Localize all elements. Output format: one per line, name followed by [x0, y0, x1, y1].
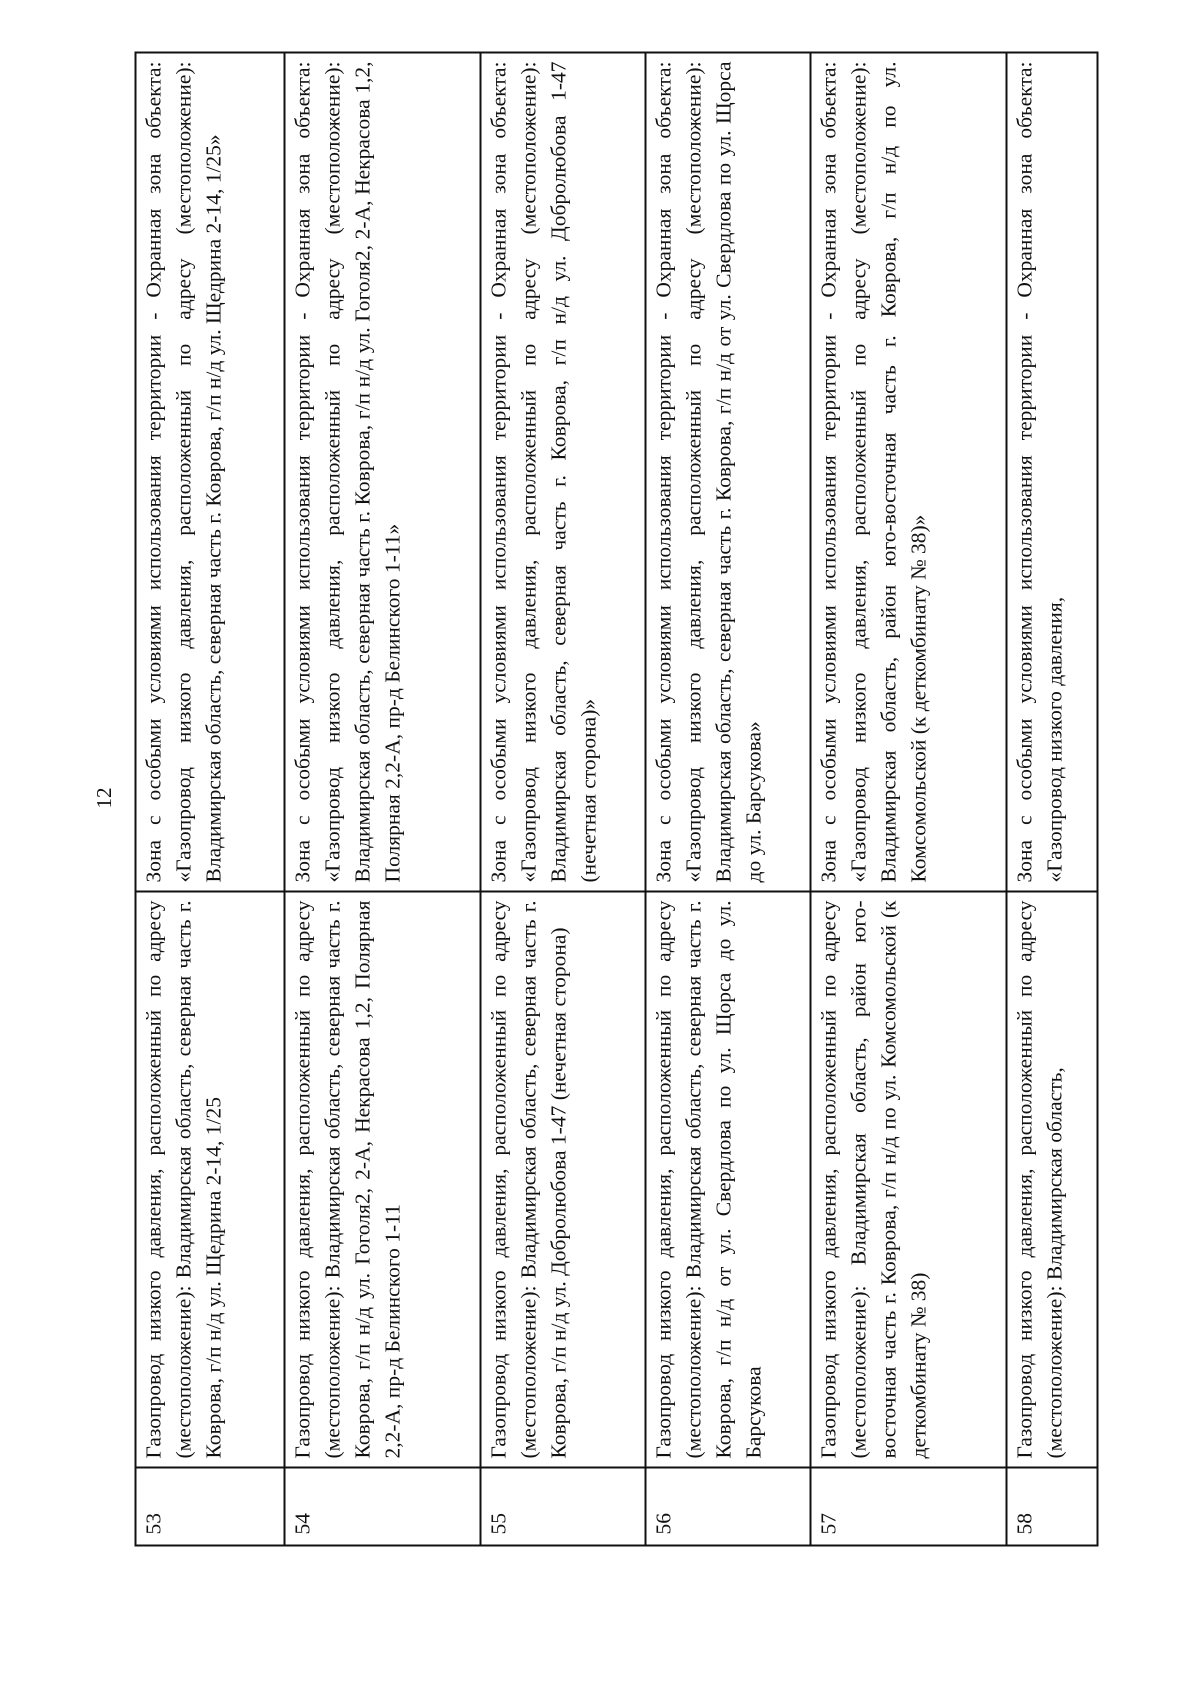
document-table-rotated	[135, 52, 1097, 1547]
table-row	[1007, 53, 1098, 1546]
page-number: 12	[91, 787, 116, 809]
row-number: 57	[811, 1468, 1007, 1546]
table-row	[811, 53, 1007, 1546]
table-row	[646, 53, 811, 1546]
object-description: Газопровод низкого давления, расположенный по адресу (местоположение): Владимирская область, северная часть г. Коврова, г/п н/д ул. Щедрина 2-14, 1/25	[136, 892, 285, 1468]
zone-description: Зона с особыми условиями использования территории - Охранная зона объекта: «Газопровод низкого давления, расположенный по адресу (местоположение): Владимирская область, северная часть г. Коврова, г/п н/д ул. Гоголя2, 2-А, Некрасова 1,2, Полярная 2,2-А, пр-д Белинского 1-11»	[285, 53, 481, 892]
object-description: Газопровод низкого давления, расположенный по адресу (местоположение): Владимирская область, северная часть г. Коврова, г/п н/д ул. Добролюбова 1-47 (нечетная сторона)	[481, 892, 646, 1468]
row-number: 54	[285, 1468, 481, 1546]
table-row	[285, 53, 481, 1546]
object-description: Газопровод низкого давления, расположенный по адресу (местоположение): Владимирская область,	[1007, 892, 1098, 1468]
zones-table	[135, 52, 1099, 1547]
zone-description: Зона с особыми условиями использования территории - Охранная зона объекта: «Газопровод низкого давления, расположенный по адресу (местоположение): Владимирская область, северная часть г. Коврова, г/п н/д ул. Добролюбова 1-47 (нечетная сторона)»	[481, 53, 646, 892]
object-description: Газопровод низкого давления, расположенный по адресу (местоположение): Владимирская область, северная часть г. Коврова, г/п н/д от ул. Свердлова по ул. Щорса до ул. Барсукова	[646, 892, 811, 1468]
zone-description: Зона с особыми условиями использования территории - Охранная зона объекта: «Газопровод низкого давления,	[1007, 53, 1098, 892]
zone-description: Зона с особыми условиями использования территории - Охранная зона объекта: «Газопровод низкого давления, расположенный по адресу (местоположение): Владимирская область, северная часть г. Коврова, г/п н/д от ул. Свердлова по ул. Щорса до ул. Барсукова»	[646, 53, 811, 892]
table-row	[481, 53, 646, 1546]
row-number: 55	[481, 1468, 646, 1546]
table-row	[136, 53, 285, 1546]
zone-description: Зона с особыми условиями использования территории - Охранная зона объекта: «Газопровод низкого давления, расположенный по адресу (местоположение): Владимирская область, северная часть г. Коврова, г/п н/д ул. Щедрина 2-14, 1/25»	[136, 53, 285, 892]
zone-description: Зона с особыми условиями использования территории - Охранная зона объекта: «Газопровод низкого давления, расположенный по адресу (местоположение): Владимирская область, район юго-восточная часть г. Коврова, г/п н/д по ул. Комсомольской (к деткомбинату № 38)»	[811, 53, 1007, 892]
object-description: Газопровод низкого давления, расположенный по адресу (местоположение): Владимирская область, район юго-восточная часть г. Коврова, г/п н/д по ул. Комсомольской (к деткомбинату № 38)	[811, 892, 1007, 1468]
row-number: 53	[136, 1468, 285, 1546]
object-description: Газопровод низкого давления, расположенный по адресу (местоположение): Владимирская область, северная часть г. Коврова, г/п н/д ул. Гоголя2, 2-А, Некрасова 1,2, Полярная 2,2-А, пр-д Белинского 1-11	[285, 892, 481, 1468]
row-number: 58	[1007, 1468, 1098, 1546]
row-number: 56	[646, 1468, 811, 1546]
